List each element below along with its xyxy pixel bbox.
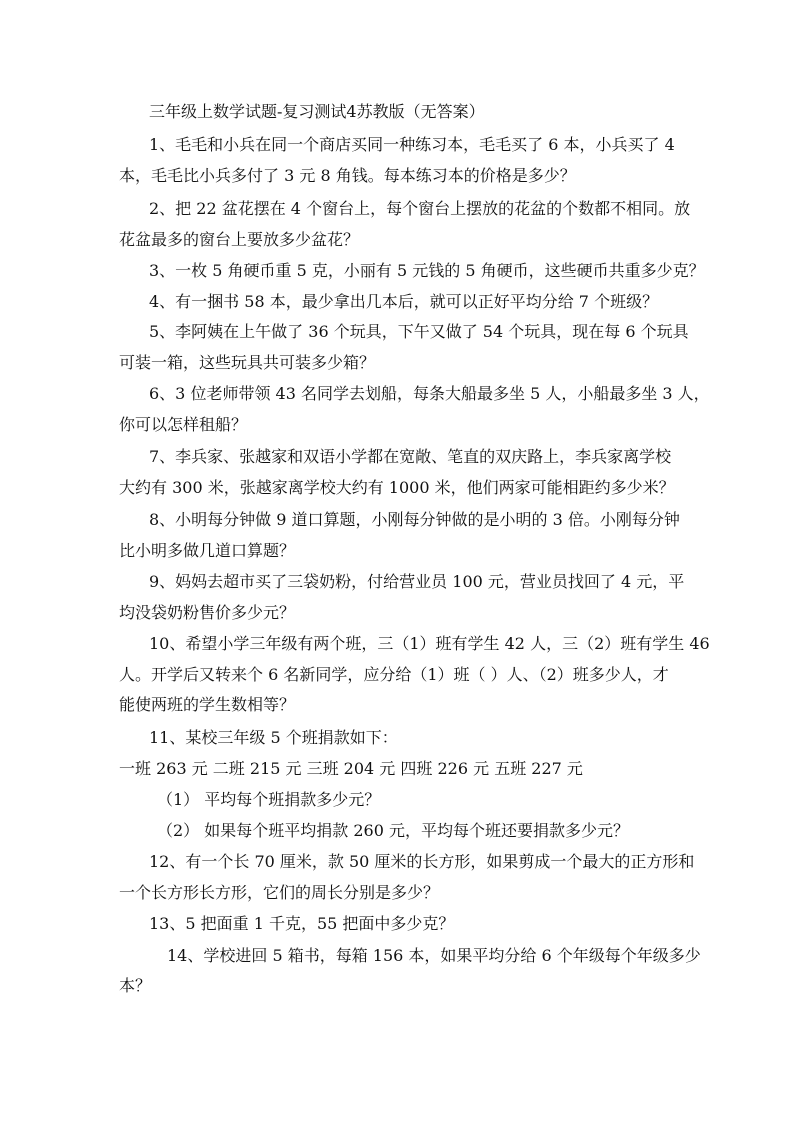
- question-9-line-2: 均没袋奶粉售价多少元？: [119, 603, 296, 622]
- question-11-line-1: 11、某校三年级 5 个班捐款如下：: [149, 728, 398, 747]
- question-8-line-1: 8、小明每分钟做 9 道口算题，小刚每分钟做的是小明的 3 倍。小刚每分钟: [149, 510, 680, 529]
- question-13-line-1: 13、5 把面重 1 千克，55 把面中多少克？: [149, 914, 455, 933]
- question-6-line-2: 你可以怎样租船？: [119, 415, 248, 434]
- question-2-line-1: 2、把 22 盆花摆在 4 个窗台上，每个窗台上摆放的花盆的个数都不相同。放: [149, 199, 691, 218]
- question-7-line-1: 7、李兵家、张越家和双语小学都在宽敞、笔直的双庆路上，李兵家离学校: [149, 447, 672, 466]
- question-11-donations: 一班 263 元 二班 215 元 三班 204 元 四班 226 元 五班 227 元: [119, 759, 583, 778]
- question-1-line-2: 本，毛毛比小兵多付了 3 元 8 角钱。每本练习本的价格是多少？: [119, 166, 576, 185]
- question-9-line-1: 9、妈妈去超市买了三袋奶粉，付给营业员 100 元，营业员找回了 4 元，平: [149, 572, 685, 591]
- question-11-sub-1: （1） 平均每个班捐款多少元？: [157, 790, 381, 809]
- question-5-line-2: 可装一箱，这些玩具共可装多少箱？: [119, 353, 376, 372]
- question-7-line-2: 大约有 300 米，张越家离学校大约有 1000 米，他们两家可能相距约多少米？: [119, 478, 675, 497]
- question-12-line-1: 12、有一个长 70 厘米，款 50 厘米的长方形，如果剪成一个最大的正方形和: [149, 852, 695, 871]
- question-10-line-3: 能使两班的学生数相等？: [119, 695, 296, 714]
- question-4-line-1: 4、有一捆书 58 本，最少拿出几本后，就可以正好平均分给 7 个班级？: [149, 292, 659, 311]
- document-title: 三年级上数学试题-复习测试4苏教版（无答案）: [149, 102, 485, 121]
- question-14-line-1: 14、学校进回 5 箱书，每箱 156 本，如果平均分给 6 个年级每个年级多少: [167, 946, 701, 965]
- question-8-line-2: 比小明多做几道口算题？: [119, 541, 296, 560]
- question-5-line-1: 5、李阿姨在上午做了 36 个玩具，下午又做了 54 个玩具，现在每 6 个玩具: [149, 322, 689, 341]
- question-11-sub-2: （2） 如果每个班平均捐款 260 元，平均每个班还要捐款多少元？: [157, 821, 629, 840]
- question-10-line-1: 10、希望小学三年级有两个班，三（1）班有学生 42 人，三（2）班有学生 46: [149, 634, 710, 653]
- question-2-line-2: 花盆最多的窗台上要放多少盆花？: [119, 230, 360, 249]
- question-14-line-2: 本？: [119, 976, 152, 995]
- question-1-line-1: 1、毛毛和小兵在同一个商店买同一种练习本，毛毛买了 6 本，小兵买了 4: [149, 135, 675, 154]
- question-10-line-2: 人。开学后又转来个 6 名新同学，应分给（1）班（ ）人、（2）班多少人，才: [119, 665, 669, 684]
- question-12-line-2: 一个长方形长方形，它们的周长分别是多少？: [119, 883, 440, 902]
- question-6-line-1: 6、3 位老师带领 43 名同学去划船，每条大船最多坐 5 人，小船最多坐 3 人，: [149, 384, 710, 403]
- question-3-line-1: 3、一枚 5 角硬币重 5 克，小丽有 5 元钱的 5 角硬币，这些硬币共重多少克？: [149, 261, 705, 280]
